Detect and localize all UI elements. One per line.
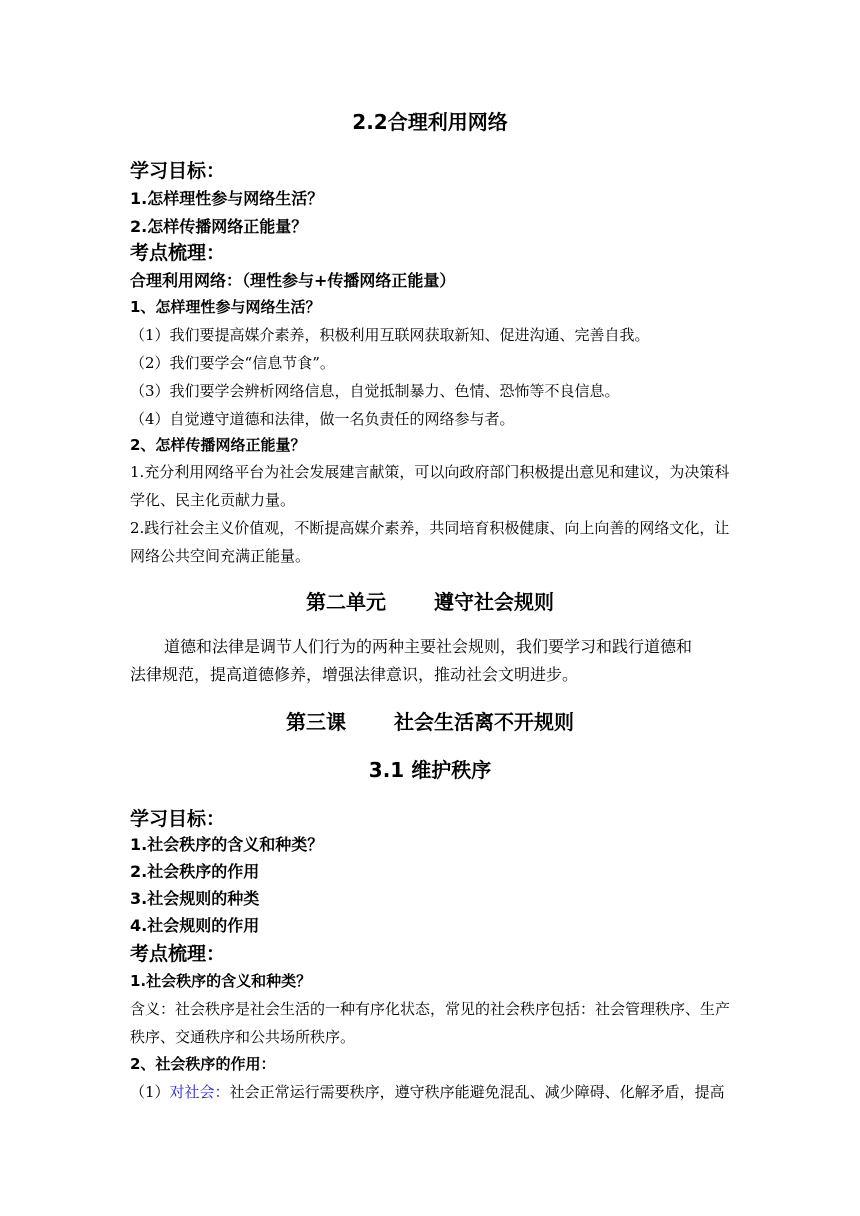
goal-item: 2.怎样传播网络正能量？ xyxy=(130,217,308,236)
point-text: 社会正常运行需要秩序，遵守秩序能避免混乱、减少障碍、化解矛盾，提高 xyxy=(229,1083,725,1101)
answer-point: （2）我们要学会“信息节食”。 xyxy=(130,354,335,372)
answer-text: 秩序、交通秩序和公共场所秩序。 xyxy=(130,1028,356,1046)
answer-text: 网络公共空间充满正能量。 xyxy=(130,547,311,565)
goal-item: 2.社会秩序的作用 xyxy=(130,862,260,881)
answer-text: 1.充分利用网络平台为社会发展建言献策，可以向政府部门积极提出意见和建议，为决策科 xyxy=(130,463,730,481)
answer-point: （4）自觉遵守道德和法律，做一名负责任的网络参与者。 xyxy=(130,410,515,428)
goal-item: 1.社会秩序的含义和种类？ xyxy=(130,835,324,854)
goal-item: 4.社会规则的作用 xyxy=(130,916,260,935)
question-heading: 2、怎样传播网络正能量？ xyxy=(130,436,306,454)
unit-label: 第二单元 xyxy=(306,590,386,614)
unit-intro: 法律规范，提高道德修养，增强法律意识，推动社会文明进步。 xyxy=(130,665,579,684)
question-heading: 1.社会秩序的含义和种类？ xyxy=(130,972,312,990)
lesson-name: 社会生活离不开规则 xyxy=(394,710,574,734)
question-heading: 1、怎样理性参与网络生活？ xyxy=(130,298,321,316)
goal-item: 3.社会规则的种类 xyxy=(130,889,260,908)
summary-line: 合理利用网络：（理性参与+传播网络正能量） xyxy=(130,271,456,290)
question-heading: 2、社会秩序的作用： xyxy=(130,1055,276,1073)
unit-intro: 道德和法律是调节人们行为的两种主要社会规则，我们要学习和践行道德和 xyxy=(164,637,693,656)
unit-name: 遵守社会规则 xyxy=(434,590,554,614)
section-title: 2.2合理利用网络 xyxy=(352,110,508,134)
answer-text: 含义：社会秩序是社会生活的一种有序化状态，常见的社会秩序包括：社会管理秩序、生产 xyxy=(130,1000,731,1018)
unit-heading xyxy=(0,586,860,615)
point-number: （1） xyxy=(130,1083,170,1101)
goal-item: 1.怎样理性参与网络生活？ xyxy=(130,189,324,208)
answer-text: 2.践行社会主义价值观，不断提高媒介素养，共同培育积极健康、向上向善的网络文化，让 xyxy=(130,519,730,537)
lesson-heading xyxy=(0,706,860,735)
lesson-label: 第三课 xyxy=(286,710,346,734)
review-heading: 考点梳理： xyxy=(130,943,226,965)
answer-point xyxy=(130,1081,725,1102)
goals-heading: 学习目标： xyxy=(130,160,226,182)
highlight-label: 对社会： xyxy=(169,1083,230,1101)
answer-point: （3）我们要学会辨析网络信息，自觉抵制暴力、色情、恐怖等不良信息。 xyxy=(130,382,620,400)
goals-heading: 学习目标： xyxy=(130,808,226,830)
answer-point: （1）我们要提高媒介素养，积极利用互联网获取新知、促进沟通、完善自我。 xyxy=(130,326,650,344)
section-title: 3.1 维护秩序 xyxy=(368,758,492,782)
review-heading: 考点梳理： xyxy=(130,242,226,264)
answer-text: 学化、民主化贡献力量。 xyxy=(130,491,296,509)
